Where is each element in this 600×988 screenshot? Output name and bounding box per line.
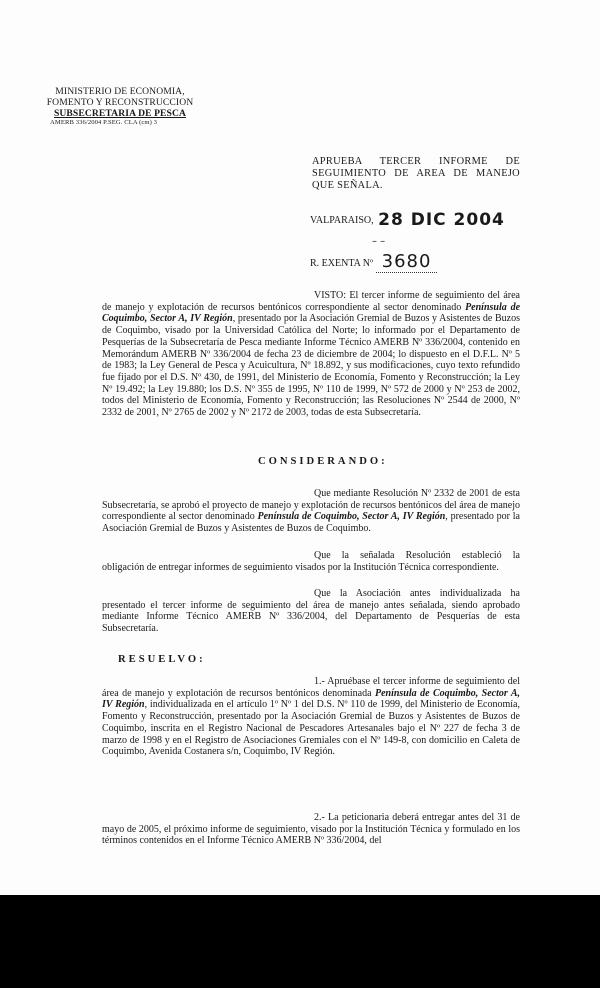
- letterhead-subsecretaria: SUBSECRETARIA DE PESCA: [53, 108, 187, 119]
- considerando-1: Que mediante Resolución Nº 2332 de 2001 de esta Subsecretaría, se aprobó el proyecto de manejo y explotación de recursos bentónicos del área de manejo correspondiente al sector denominado Península de Coquimbo, Sector A, IV Región, presentado por la Asociación Gremial de Buzos y Asistentes de Buzos de Coquimbo.: [102, 488, 520, 535]
- letterhead: [40, 86, 200, 127]
- exenta-label: R. EXENTA Nº: [310, 258, 374, 269]
- considerando-2: Que la señalada Resolución estableció la obligación de entregar informes de seguimiento visados por la Institución Técnica correspondiente.: [102, 550, 520, 573]
- resuelvo-1: 1.- Apruébase el tercer informe de seguimiento del área de manejo y explotación de recursos bentónicos denominada Península de Coquimbo, Sector A, IV Región, individualizada en el artículo 1º Nº 1 del D.S. Nº 110 de 1999, del Ministerio de Economía, Fomento y Reconstrucción, presentado por la Asociación Gremial de Buzos y Asistentes de Buzos de Coquimbo, inscrita en el Registro Nacional de Pescadores Artesanales bajo el Nº 227 de fecha 3 de marzo de 1998 y en el Registro de Asociaciones Gremiales con el Nº 149-8, con domicilio en Caleta de Coquimbo, Avenida Costanera s/n, Coquimbo, IV Región.: [102, 676, 520, 758]
- visto-area-name: Península de Coquimbo, Sector A, IV Región: [102, 301, 521, 325]
- considerando-3: Que la Asociación antes individualizada ha presentado el tercer informe de seguimiento del área de manejo antes señalada, siendo aprobado mediante Informe Técnico AMERB Nº 336/2004, del Departamento de Pesquerías de esta Subsecretaría.: [102, 588, 520, 635]
- resolution-number: 3680: [376, 251, 438, 273]
- letterhead-ministry: MINISTERIO DE ECONOMIA,: [55, 86, 185, 97]
- letterhead-reference: AMERB 336/2004 P.SEG. CLA (cm) 3: [50, 119, 158, 126]
- resolution-number-line: [310, 250, 437, 272]
- resuelvo-heading: RESUELVO:: [118, 654, 206, 665]
- visto-lead: VISTO:: [314, 290, 347, 301]
- place-date: [310, 208, 505, 228]
- resuelvo-2: 2.- La peticionaria deberá entregar antes del 31 de mayo de 2005, el próximo informe de seguimiento, visado por la Institución Técnica y formulado en los términos contenidos en el Informe Técnico AMERB Nº 336/2004, del: [102, 812, 520, 847]
- document-subject: APRUEBA TERCER INFORME DE SEGUIMIENTO DE AREA DE MANEJO QUE SEÑALA.: [312, 156, 520, 191]
- dash-mark: – –: [372, 236, 386, 247]
- scan-bottom-border: [0, 895, 600, 988]
- place-label: VALPARAISO,: [310, 215, 374, 226]
- date-stamp: 28 DIC 2004: [378, 210, 505, 230]
- letterhead-ministry-2: FOMENTO Y RECONSTRUCCION: [46, 97, 194, 108]
- considerando-heading: CONSIDERANDO:: [258, 456, 388, 467]
- visto-paragraph: VISTO: El tercer informe de seguimiento del área de manejo y explotación de recursos bentónicos correspondiente al sector denominado Península de Coquimbo, Sector A, IV Región, presentado por la Asociación Gremial de Buzos y Asistentes de Buzos de Coquimbo, visado por la Universidad Católica del Norte; lo informado por el Departamento de Pesquerías de la Subsecretaría de Pesca mediante Informe Técnico AMERB Nº 336/2004, contenido en Memorándum AMERB Nº 336/2004 de fecha 23 de diciembre de 2004; lo dispuesto en el D.F.L. Nº 5 de 1983; la Ley General de Pesca y Acuicultura, Nº 18.892, y sus modificaciones, cuyo texto refundido fue fijado por el D.S. Nº 430, de 1991, del Ministerio de Economía, Fomento y Reconstrucción; la Ley Nº 19.492; la Ley 19.880; los D.S. Nº 355 de 1995, Nº 110 de 1999, Nº 572 de 2000 y Nº 253 de 2002, todos del Ministerio de Economía, Fomento y Reconstrucción; las Resoluciones Nº 2544 de 2000, Nº 2332 de 2001, Nº 2765 de 2002 y Nº 2172 de 2003, todas de esta Subsecretaría.: [102, 290, 521, 419]
